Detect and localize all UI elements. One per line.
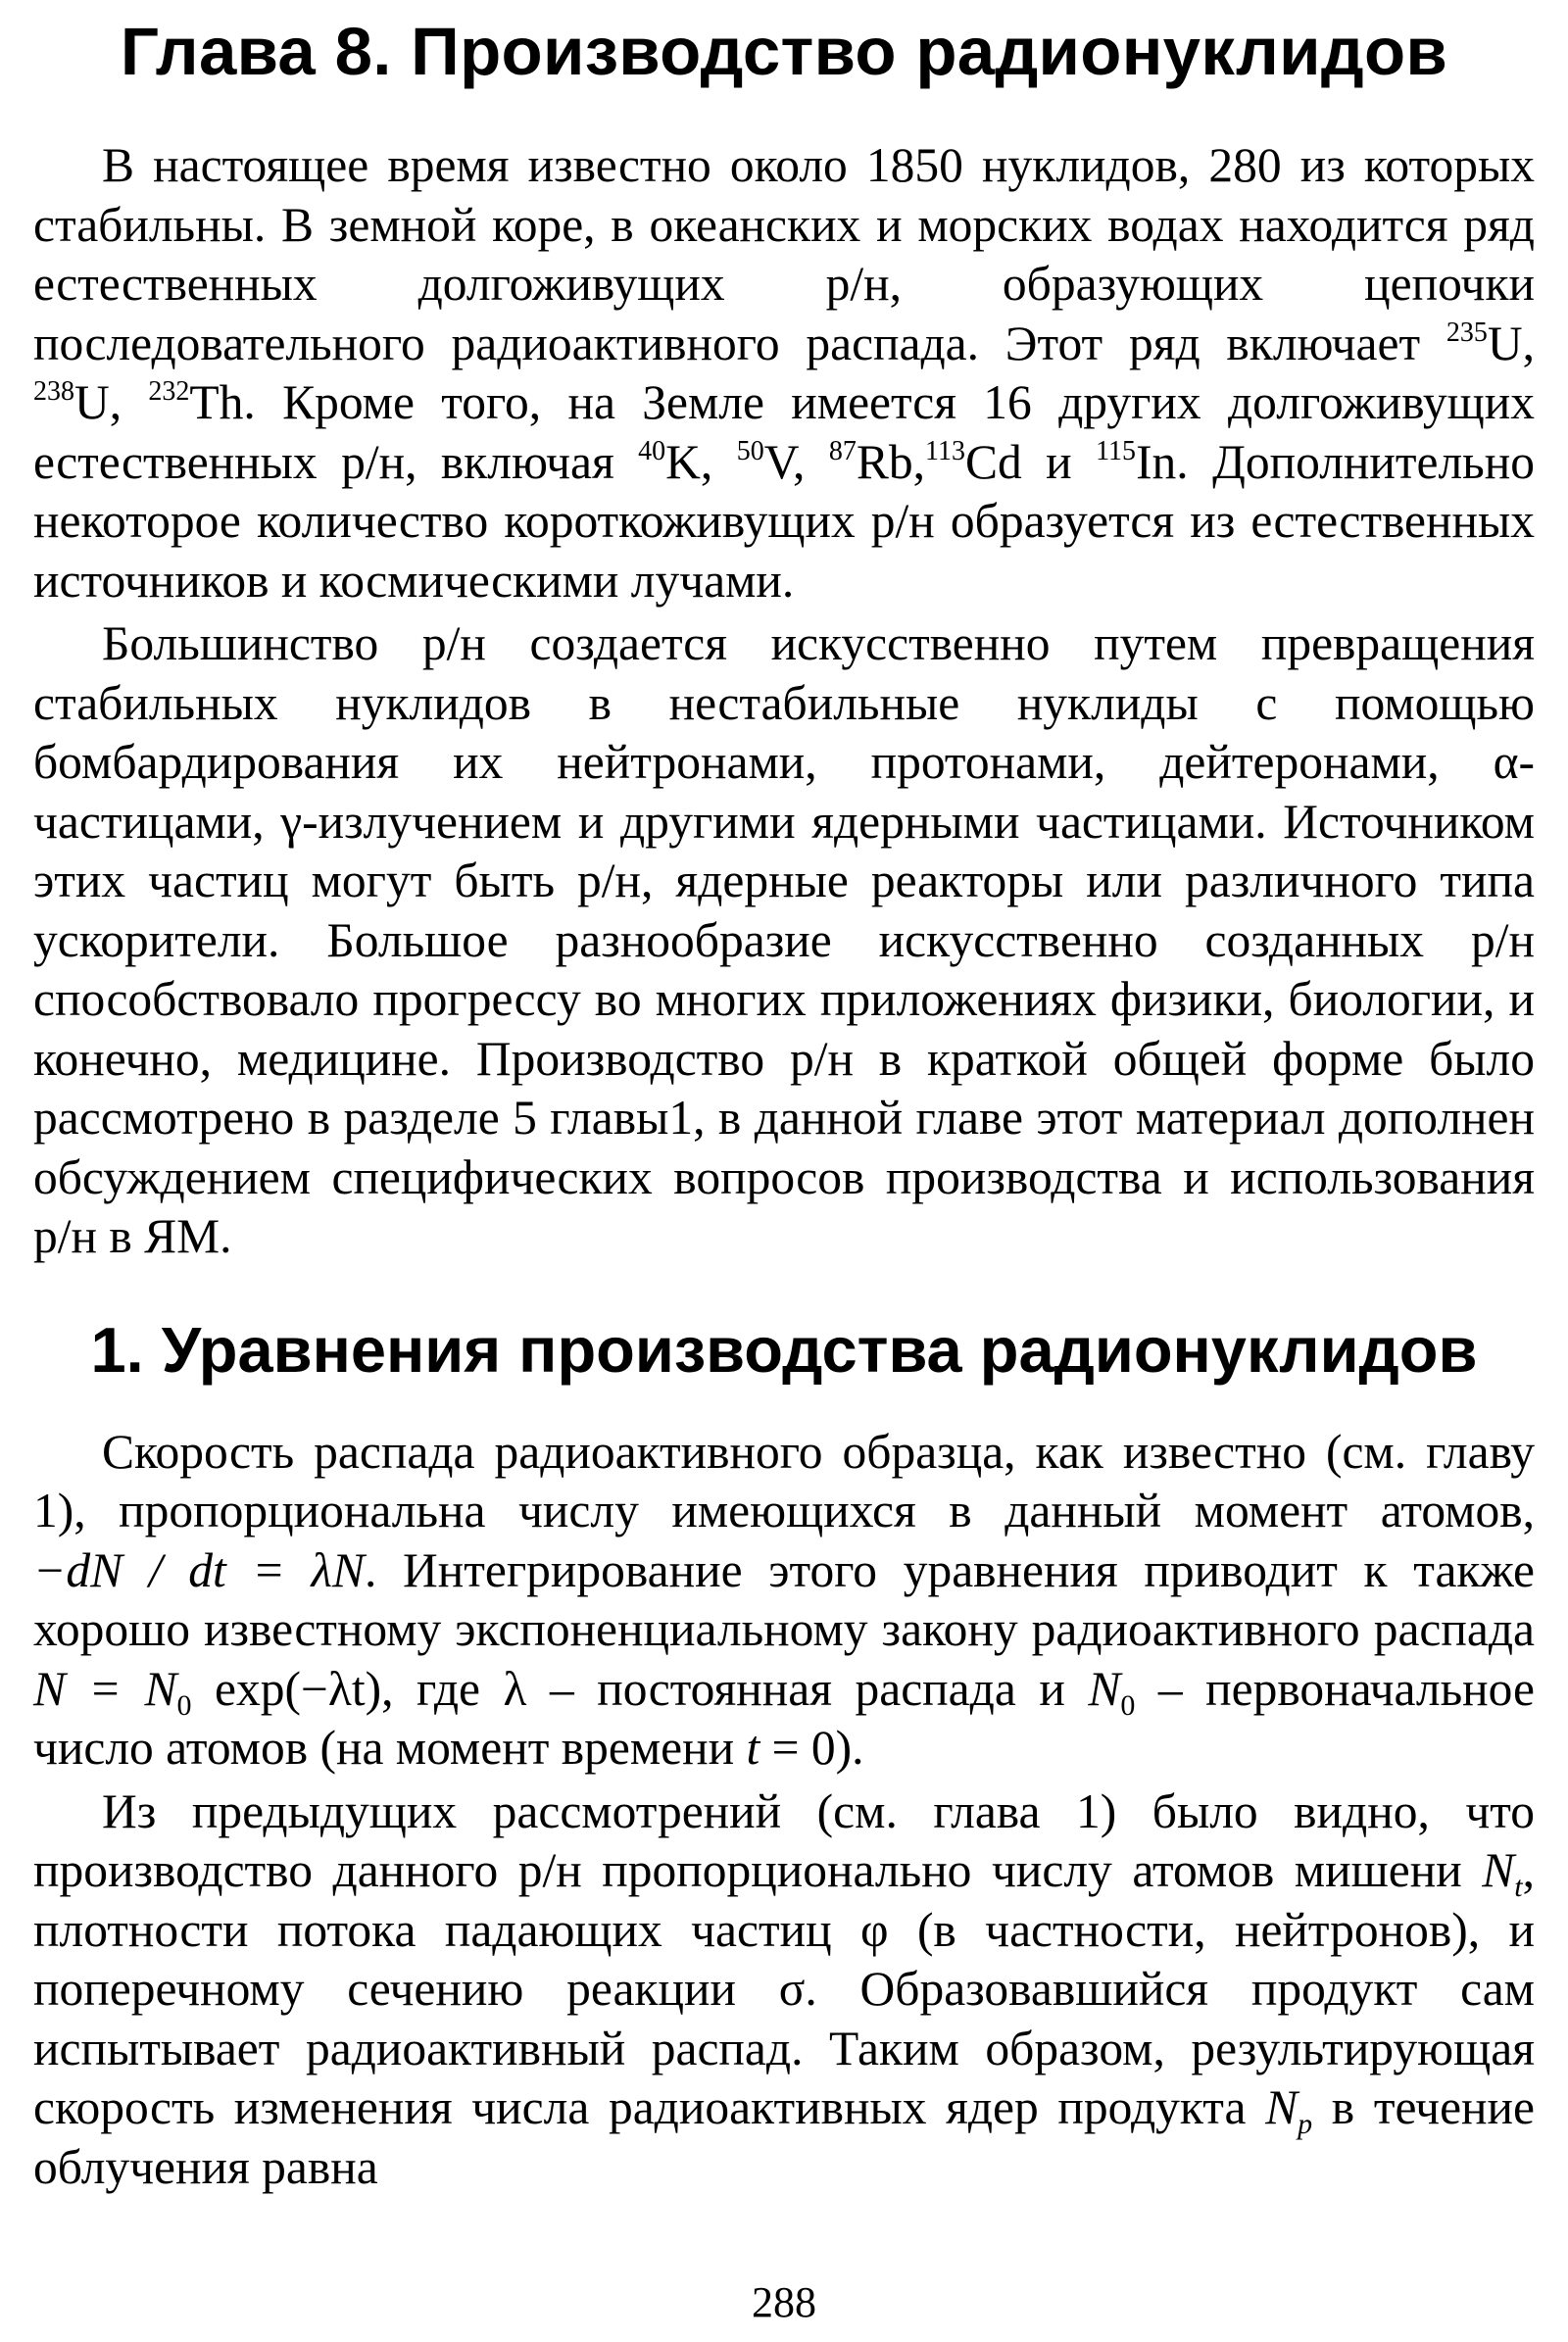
- paragraph-production-rate: [33, 1782, 1535, 2198]
- isotope-mass-number: 40: [638, 435, 666, 466]
- section-heading-wrapper: [33, 1313, 1535, 1386]
- symbol-n0-subscript: 0: [1120, 1688, 1136, 1722]
- isotope-mass-number: 87: [828, 435, 857, 466]
- paragraph-text: . Кроме того, на Земле имеется 16 других долгоживущих естественных р/н, включая: [33, 375, 1536, 489]
- symbol-np: N: [1265, 2080, 1298, 2134]
- formula-exponential-law: $N = N_0$ exp(−λt): [33, 1661, 382, 1722]
- paragraph-text: В настоящее время известно около 1850 нуклидов, 280 из которых стабильны. В земной коре, в океанских и морских водах находится ряд естественных долгоживущих р/н, образующих цепочки последовательного радиоактивного распада. Этот ряд включает: [33, 138, 1535, 370]
- paragraph-text: , плотности потока падающих частиц φ (в частности, нейтронов), и поперечному сечению реакции σ. Образовавшийся продукт сам испытывает радиоактивный распад. Таким образом, результирующая скорость изменения числа радиоактивных ядер продукта: [33, 1843, 1535, 2134]
- isotope-symbol: In: [1136, 434, 1177, 489]
- isotope-symbol: U,: [74, 375, 149, 429]
- page-number: 288: [752, 2278, 816, 2326]
- paragraph-text: Из предыдущих рассмотрений (см. глава 1) было видно, что производство данного р/н пропорционально числу атомов мишени: [33, 1783, 1535, 1897]
- isotope-mass-number: 235: [1446, 317, 1488, 348]
- isotope-symbol: Rb,: [856, 434, 926, 489]
- paragraph-text: в течение облучения равна: [33, 2080, 1535, 2194]
- paragraph-artificial-production: Большинство р/н создается искусственно путем превращения стабильных нуклидов в нестабильные нуклиды с помощью бомбардирования их нейтронами, протонами, дейтеронами, α-частицами, γ-излучением и другими ядерными частицами. Источником этих частиц могут быть р/н, ядерные реакторы или различного типа ускорители. Большое разнообразие искусственно созданных р/н способствовало прогрессу во многих приложениях физики, биологии, и конечно, медицине. Производство р/н в краткой общей форме было рассмотрено в разделе 5 главы1, в данной главе этот материал дополнен обсуждением специфических вопросов производства и использования р/н в ЯМ.: [33, 616, 1535, 1263]
- isotope-symbol: U,: [1487, 316, 1535, 370]
- chapter-title: Глава 8. Производство радионуклидов: [120, 14, 1448, 89]
- paragraph-text: . Интегрирование этого уравнения приводит к также хорошо известному экспоненциальному закону радиоактивного распада: [33, 1542, 1535, 1656]
- paragraph-text: , где λ – постоянная распада и: [381, 1661, 1089, 1716]
- isotope-symbol: K,: [665, 434, 737, 489]
- isotope-mass-number: 50: [736, 435, 764, 466]
- paragraph-text: = 0).: [760, 1721, 864, 1775]
- symbol-n0: N: [1088, 1661, 1121, 1716]
- paragraph-text: – первоначальное число атомов (на момент времени: [33, 1661, 1536, 1775]
- isotope-mass-number: 113: [925, 435, 965, 466]
- isotope-mass-number: 238: [33, 376, 74, 407]
- isotope-mass-number: 115: [1096, 435, 1137, 466]
- isotope-mass-number: 232: [148, 376, 190, 407]
- symbol-nt: N: [1482, 1843, 1515, 1897]
- symbol-t: t: [746, 1721, 760, 1775]
- paragraph-text: . Дополнительно некоторое количество короткоживущих р/н образуется из естественных источников и космическими лучами.: [33, 434, 1535, 608]
- formula-decay-rate: −dN / dt = λN: [33, 1542, 365, 1597]
- isotope-symbol: Th: [189, 375, 244, 429]
- section-title: 1. Уравнения производства радионуклидов: [90, 1313, 1478, 1386]
- isotope-symbol: Cd и: [964, 434, 1097, 489]
- paragraph-decay-law: [33, 1423, 1535, 1779]
- isotope-symbol: V,: [763, 434, 829, 489]
- paragraph-intro: [33, 136, 1535, 610]
- paragraph-text: Скорость распада радиоактивного образца, как известно (см. главу 1), пропорциональна числу имеющихся в данный момент атомов,: [33, 1424, 1535, 1537]
- symbol-nt-subscript: t: [1514, 1871, 1523, 1903]
- symbol-np-subscript: p: [1298, 2108, 1313, 2140]
